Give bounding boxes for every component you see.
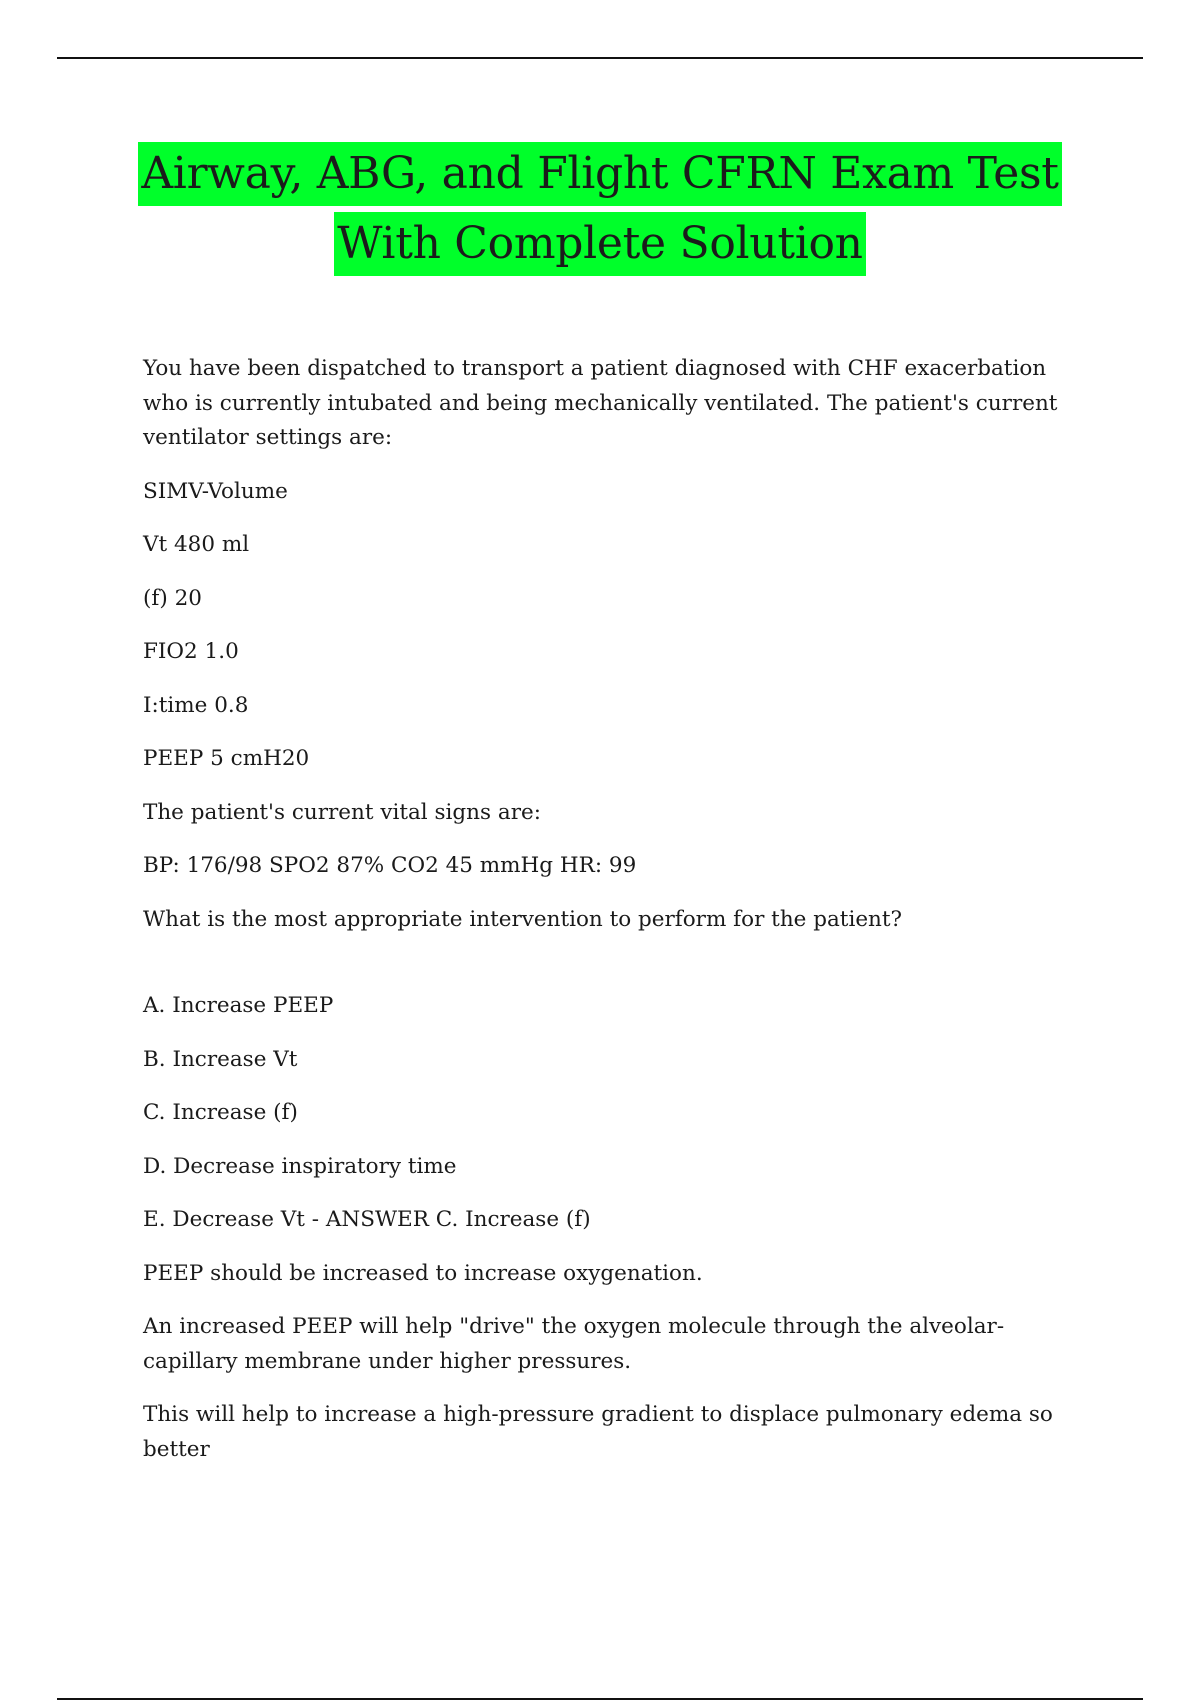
explanation-3: This will help to increase a high-pressure gradient to displace pulmonary edema so better [143, 1402, 1053, 1462]
option-b: B. Increase Vt [143, 1046, 298, 1072]
title-line-1: Airway, ABG, and Flight CFRN Exam Test [138, 142, 1061, 206]
vent-itime: I:time 0.8 [143, 692, 249, 718]
intro-paragraph: You have been dispatched to transport a patient diagnosed with CHF exacerbation who is currently intubated and being mechanically ventilated. The patient's current ventilator settings are: [143, 356, 1058, 450]
vent-mode: SIMV-Volume [143, 478, 288, 504]
vent-frequency: (f) 20 [143, 585, 202, 611]
vent-tidal-volume: Vt 480 ml [143, 532, 250, 557]
explanation-1: PEEP should be increased to increase oxygenation. [143, 1260, 703, 1286]
title-line-2: With Complete Solution [334, 212, 865, 276]
option-d: D. Decrease inspiratory time [143, 1153, 457, 1179]
top-rule [57, 57, 1143, 59]
explanation-2: An increased PEEP will help "drive" the oxygen molecule through the alveolar-capillary membrane under higher pressures. [143, 1314, 1005, 1374]
option-c: C. Increase (f) [143, 1100, 298, 1125]
vent-fio2: FIO2 1.0 [143, 639, 239, 664]
option-a: A. Increase PEEP [143, 993, 334, 1018]
question-text: What is the most appropriate intervention to perform for the patient? [143, 906, 903, 932]
option-e-answer: E. Decrease Vt - ANSWER C. Increase (f) [143, 1207, 591, 1232]
document-title [0, 142, 1200, 282]
vitals-values: BP: 176/98 SPO2 87% CO2 45 mmHg HR: 99 [143, 853, 637, 878]
document-body [143, 352, 1088, 1486]
vent-peep: PEEP 5 cmH20 [143, 746, 310, 771]
vitals-intro: The patient's current vital signs are: [143, 799, 541, 825]
